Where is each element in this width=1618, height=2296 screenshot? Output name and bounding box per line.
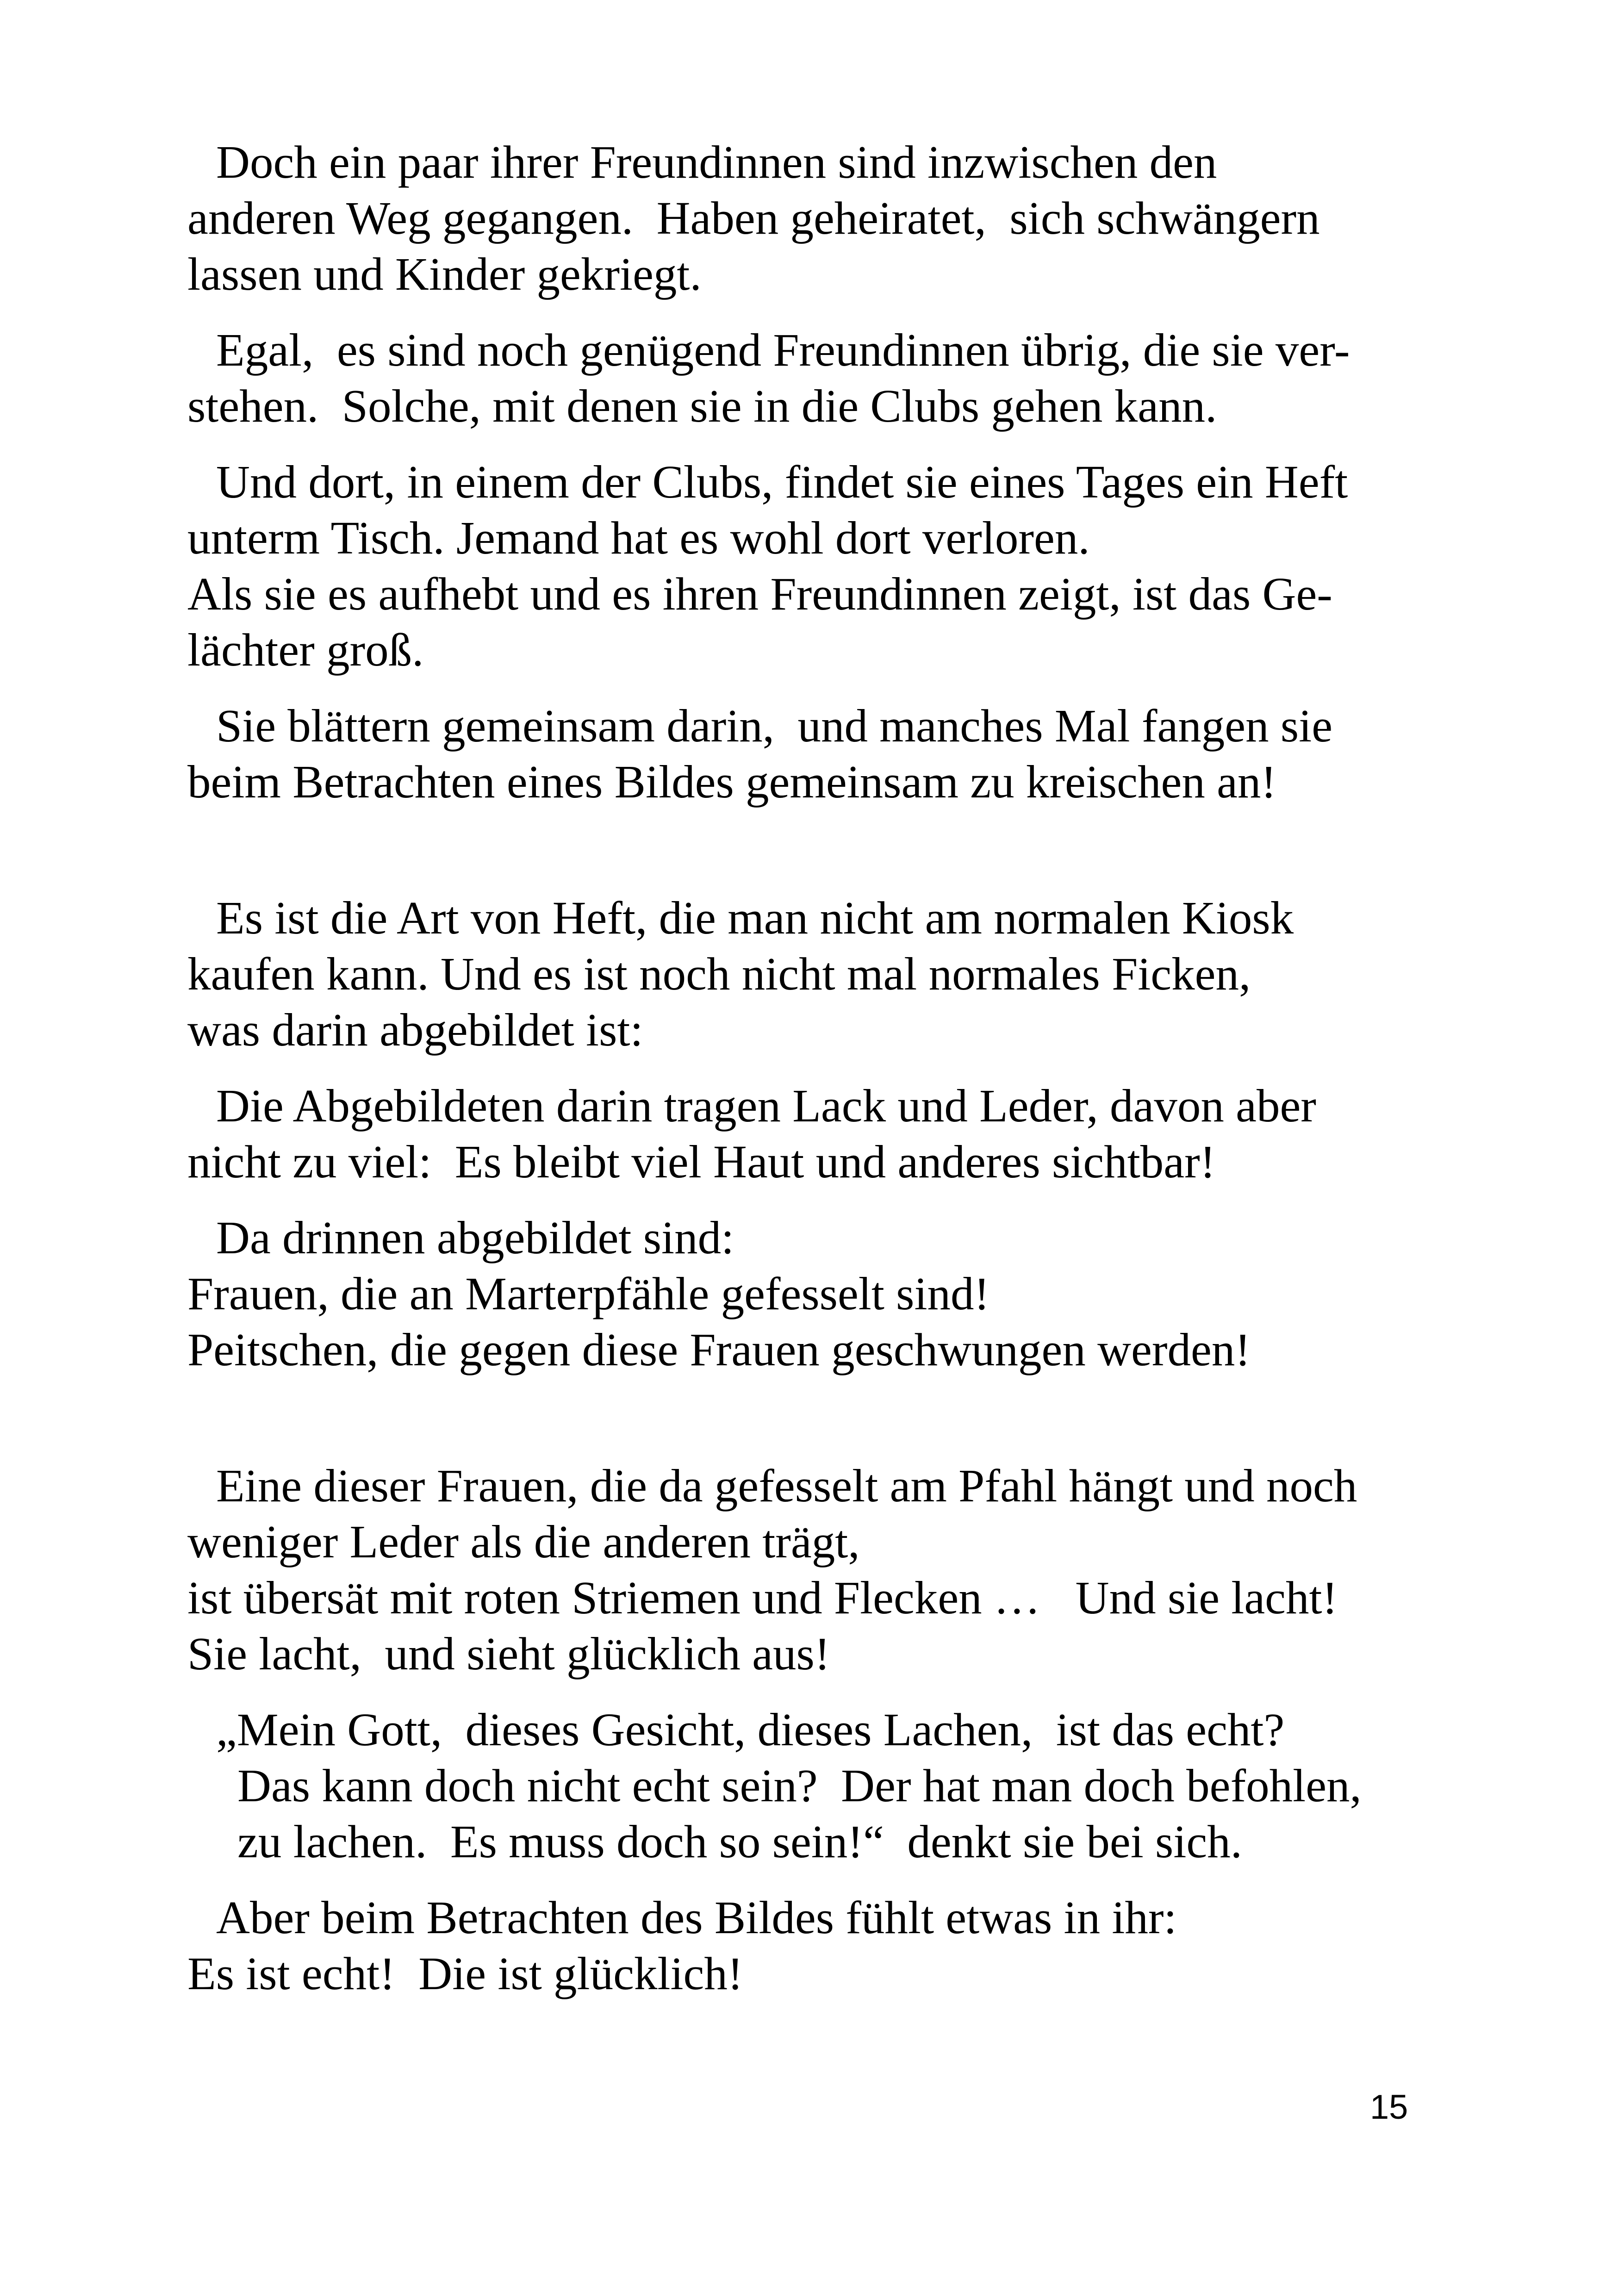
text-line: Es ist die Art von Heft, die man nicht am normalen Kiosk bbox=[216, 892, 1294, 944]
text-line: nicht zu viel: Es bleibt viel Haut und anderes sichtbar! bbox=[187, 1136, 1216, 1188]
text-line: Da drinnen abgebildet sind: bbox=[216, 1212, 734, 1263]
text-line: Das kann doch nicht echt sein? Der hat man doch befohlen, bbox=[237, 1760, 1362, 1811]
text-line: Peitschen, die gegen diese Frauen geschwungen werden! bbox=[187, 1324, 1251, 1375]
paragraph-6 bbox=[187, 1078, 1465, 1190]
page-number: 15 bbox=[1370, 2088, 1408, 2126]
text-line: Als sie es aufhebt und es ihren Freundinnen zeigt, ist das Ge- bbox=[187, 568, 1332, 620]
text-line: was darin abgebildet ist: bbox=[187, 1004, 643, 1056]
text-line: kaufen kann. Und es ist noch nicht mal normales Ficken, bbox=[187, 948, 1251, 1000]
text-line: stehen. Solche, mit denen sie in die Clubs gehen kann. bbox=[187, 380, 1217, 432]
text-line: Aber beim Betrachten des Bildes fühlt etwas in ihr: bbox=[216, 1892, 1177, 1943]
text-line: Es ist echt! Die ist glücklich! bbox=[187, 1948, 743, 1999]
text-line: lassen und Kinder gekriegt. bbox=[187, 248, 702, 300]
paragraph-3 bbox=[187, 454, 1465, 678]
text-line: Sie blättern gemeinsam darin, und manches Mal fangen sie bbox=[216, 700, 1333, 752]
text-line: weniger Leder als die anderen trägt, bbox=[187, 1516, 860, 1568]
paragraph-5 bbox=[187, 890, 1465, 1058]
paragraph-8 bbox=[187, 1458, 1465, 1682]
text-line: Eine dieser Frauen, die da gefesselt am Pfahl hängt und noch bbox=[216, 1460, 1357, 1512]
text-line: anderen Weg gegangen. Haben geheiratet, sich schwängern bbox=[187, 192, 1320, 244]
text-line: Die Abgebildeten darin tragen Lack und Leder, davon aber bbox=[216, 1080, 1316, 1132]
paragraph-7 bbox=[187, 1210, 1465, 1378]
text-line: Sie lacht, und sieht glücklich aus! bbox=[187, 1628, 830, 1680]
paragraph-4 bbox=[187, 698, 1465, 810]
text-line: Und dort, in einem der Clubs, findet sie eines Tages ein Heft bbox=[216, 456, 1348, 508]
body-text bbox=[187, 134, 1465, 2022]
text-line: „Mein Gott, dieses Gesicht, dieses Lachen, ist das echt? bbox=[216, 1704, 1285, 1755]
text-line: beim Betrachten eines Bildes gemeinsam zu kreischen an! bbox=[187, 756, 1277, 808]
paragraph-10 bbox=[187, 1890, 1465, 2002]
text-line: ist übersät mit roten Striemen und Flecken … Und sie lacht! bbox=[187, 1572, 1338, 1624]
text-line: unterm Tisch. Jemand hat es wohl dort verloren. bbox=[187, 512, 1090, 564]
text-line: Egal, es sind noch genügend Freundinnen übrig, die sie ver- bbox=[216, 324, 1350, 376]
paragraph-2 bbox=[187, 322, 1465, 434]
text-line: zu lachen. Es muss doch so sein!“ denkt sie bei sich. bbox=[237, 1816, 1243, 1867]
paragraph-1 bbox=[187, 134, 1465, 302]
text-line: Frauen, die an Marterpfähle gefesselt sind! bbox=[187, 1268, 990, 1319]
section-gap bbox=[187, 1398, 1465, 1458]
paragraph-9-quote bbox=[187, 1702, 1465, 1870]
text-line: Doch ein paar ihrer Freundinnen sind inzwischen den bbox=[216, 136, 1217, 188]
section-gap bbox=[187, 830, 1465, 890]
text-line: lächter groß. bbox=[187, 624, 424, 676]
